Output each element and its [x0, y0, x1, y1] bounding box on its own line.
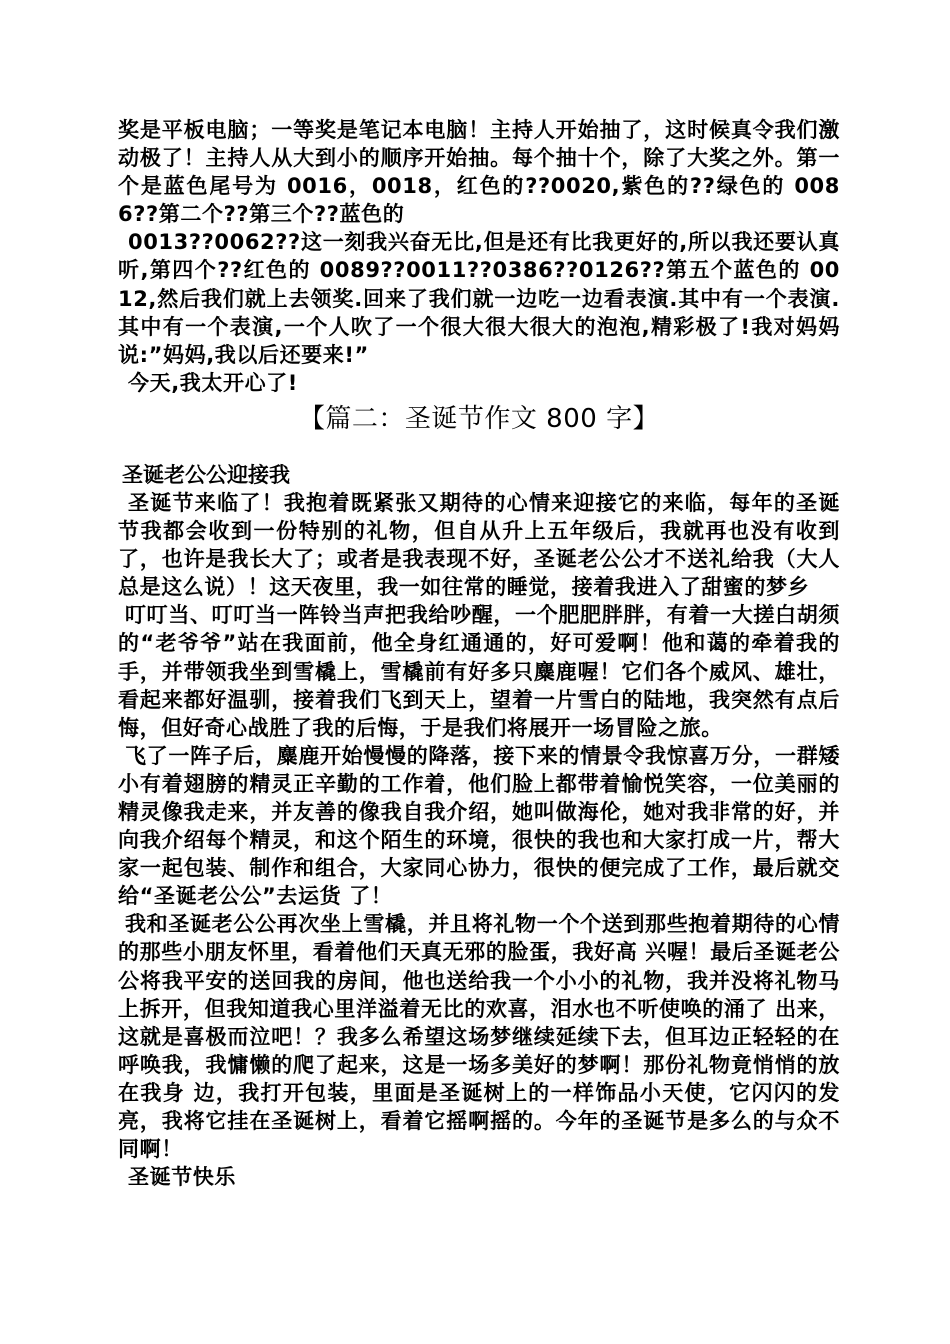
paragraph-merry-christmas: 圣诞节快乐 [128, 1165, 236, 1190]
section-heading: 【篇二：圣诞节作文 800 字】 [298, 403, 660, 434]
paragraph-happy-today: 今天,我太开心了! [128, 370, 298, 395]
paragraph-lottery-prizes: 奖是平板电脑；一等奖是笔记本电脑！主持人开始抽了，这时候真令我们激动极了！主持人从大到小的顺序开始抽。每个抽十个，除了大奖之外。第一个是蓝色尾号为 0016，0018，红色的??0020,紫色的??绿色的 0086??第二个??第三个??蓝色的 [118, 118, 840, 227]
paragraph-delivering-gifts: 我和圣诞老公公再次坐上雪橇，并且将礼物一个个送到那些抱着期待的心情的那些小朋友怀里，看着他们天真无邪的脸蛋，我好高 兴喔！最后圣诞老公公将我平安的送回我的房间，他也送给我一个小小的礼物，我并没将礼物马上拆开，但我知道我心里洋溢着无比的欢喜，泪水也不听使唤的涌了 出来，这就是喜极而泣吧！？我多么希望这场梦继续延续下去，但耳边正轻轻的在呼唤我，我慵懒的爬了起来，这是一场多美好的梦啊！那份礼物竟悄悄的放在我身 边，我打开包装，里面是圣诞树上的一样饰品小天使，它闪闪的发亮，我将它挂在圣诞树上，看着它摇啊摇的。今年的圣诞节是多么的与众不同啊！ [118, 912, 840, 1162]
paragraph-elves-workshop: 飞了一阵子后，麋鹿开始慢慢的降落，接下来的情景令我惊喜万分，一群矮小有着翅膀的精灵正辛勤的工作着，他们脸上都带着愉悦笑容，一位美丽的精灵像我走来，并友善的像我自我介绍，她叫做海伦，她对我非常的好，并向我介绍每个精灵，和这个陌生的环境，很快的我也和大家打成一片，帮大家一起包装、制作和组合，大家同心协力，很快的便完成了工作，最后就交给“圣诞老公公”去运货 了！ [118, 743, 840, 909]
paragraph-bells-and-sleigh: 叮叮当、叮叮当一阵铃当声把我给吵醒，一个肥肥胖胖，有着一大搓白胡须的“老爷爷”站在我面前，他全身红通通的，好可爱啊！他和蔼的牵着我的手，并带领我坐到雪橇上，雪橇前有好多只麋鹿喔！它们各个威风、雄壮，看起来都好温驯，接着我们飞到天上，望着一片雪白的陆地，我突然有点后悔，但好奇心战胜了我的后悔，于是我们将展开一场冒险之旅。 [118, 603, 840, 740]
paragraph-christmas-arrives: 圣诞节来临了！我抱着既紧张又期待的心情来迎接它的来临，每年的圣诞节我都会收到一份特别的礼物，但自从升上五年级后，我就再也没有收到了，也许是我长大了；或者是我表现不好，圣诞老公公才不送礼给我（大人总是这么说）！这天夜里，我一如往常的睡觉，接着我进入了甜蜜的梦乡 [118, 490, 840, 600]
essay-subtitle: 圣诞老公公迎接我 [122, 462, 290, 487]
document-page [118, 116, 840, 1191]
paragraph-lottery-numbers: 0013??0062??这一刻我兴奋无比,但是还有比我更好的,所以我还要认真听,第四个??红色的 0089??0011??0386??0126??第五个蓝色的 0012,然后我们就上去领奖.回来了我们就一边吃一边看表演.其中有一个表演.其中有一个表演,一个人吹了一个很大很大很大的泡泡,精彩极了!我对妈妈说:”妈妈,我以后还要来!” [118, 230, 840, 367]
